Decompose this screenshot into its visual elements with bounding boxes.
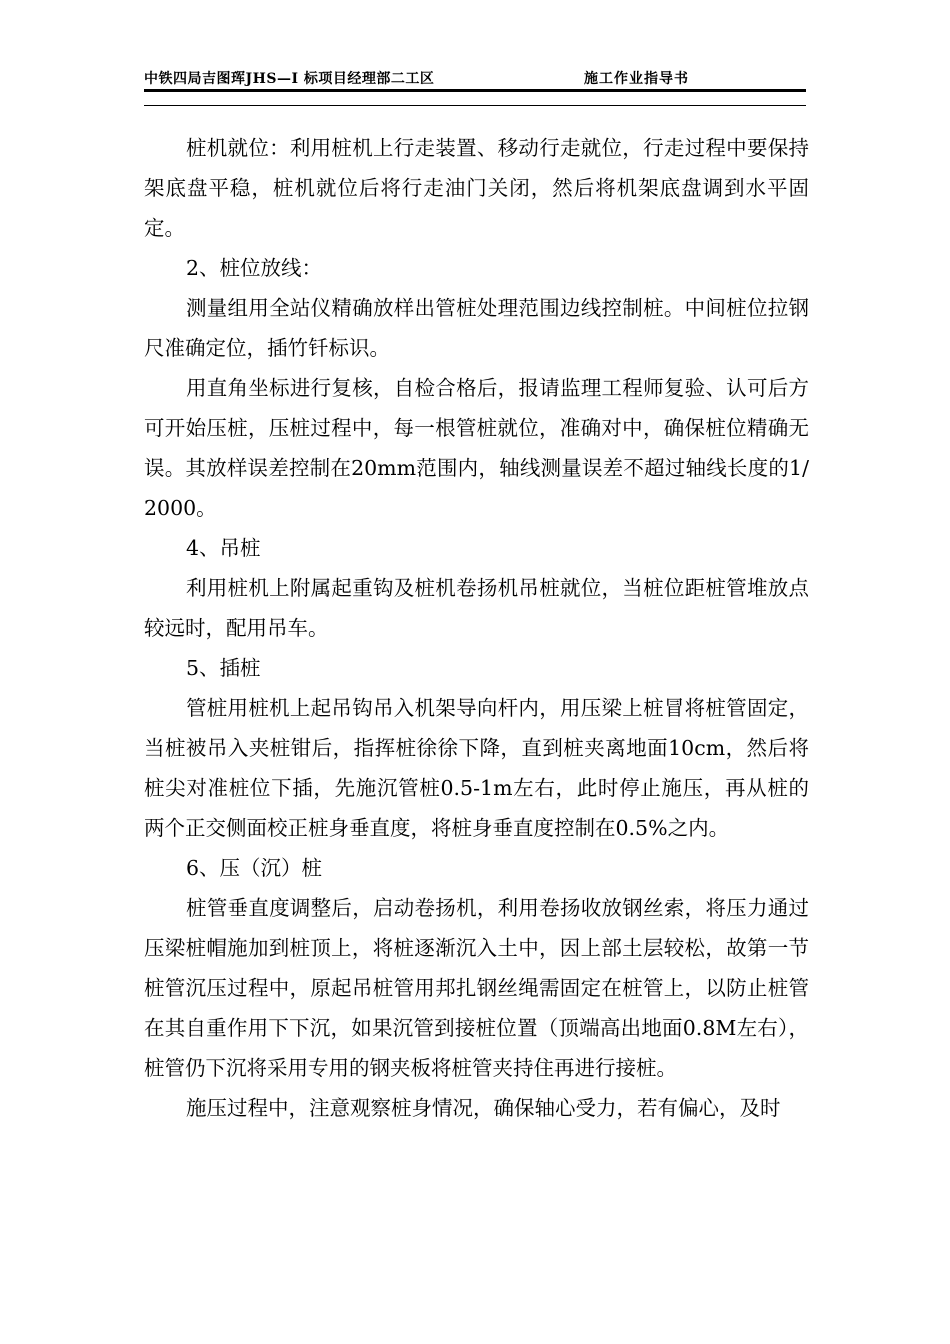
heading-lifting-pile: 4、吊桩: [186, 536, 261, 560]
document-body: [144, 128, 809, 1128]
paragraph-inserting-pile: 管桩用桩机上起吊钩吊入机架导向杆内，用压梁上桩冒将桩管固定，当桩被吊入夹桩钳后，指挥桩徐徐下降，直到桩夹离地面10cm，然后将桩尖对准桩位下插，先施沉管桩0.5-1m左右，此时停止施压，再从桩的两个正交侧面校正桩身垂直度，将桩身垂直度控制在0.5%之内。: [144, 696, 809, 840]
heading-pressing-pile: 6、压（沉）桩: [186, 856, 323, 880]
paragraph-pressing-observation: 施压过程中，注意观察桩身情况，确保轴心受力，若有偏心，及时: [186, 1096, 781, 1120]
paragraph-lifting-pile: 利用桩机上附属起重钩及桩机卷扬机吊桩就位，当桩位距桩管堆放点较远时，配用吊车。: [144, 576, 809, 640]
header-document-type: 施工作业指导书: [584, 71, 689, 87]
header-bar: [144, 68, 806, 86]
paragraph-pressing-pile: 桩管垂直度调整后，启动卷扬机，利用卷扬收放钢丝索，将压力通过压梁桩帽施加到桩顶上，将桩逐渐沉入土中，因上部土层较松，故第一节桩管沉压过程中，原起吊桩管用邦扎钢丝绳需固定在桩管上，以防止桩管在其自重作用下下沉，如果沉管到接桩位置（顶端高出地面0.8M左右），桩管仍下沉将采用专用的钢夹板将桩管夹持住再进行接桩。: [144, 896, 809, 1080]
header-rule-thin: [144, 105, 806, 106]
heading-inserting-pile: 5、插桩: [186, 656, 261, 680]
paragraph-pile-positioning: 桩机就位：利用桩机上行走装置、移动行走就位，行走过程中要保持架底盘平稳，桩机就位后将行走油门关闭，然后将机架底盘调到水平固定。: [144, 136, 809, 240]
paragraph-coordinate-check: 用直角坐标进行复核，自检合格后，报请监理工程师复验、认可后方可开始压桩，压桩过程中，每一根管桩就位，准确对中，确保桩位精确无误。其放样误差控制在20mm范围内，轴线测量误差不超过轴线长度的1/2000。: [144, 376, 809, 520]
header-project-title: 中铁四局吉图珲JHS—Ⅰ 标项目经理部二工区: [144, 71, 435, 87]
header-rule-thick: [144, 89, 806, 92]
paragraph-survey-layout: 测量组用全站仪精确放样出管桩处理范围边线控制桩。中间桩位拉钢尺准确定位，插竹钎标识。: [144, 296, 809, 360]
heading-pile-layout: 2、桩位放线：: [186, 256, 323, 280]
